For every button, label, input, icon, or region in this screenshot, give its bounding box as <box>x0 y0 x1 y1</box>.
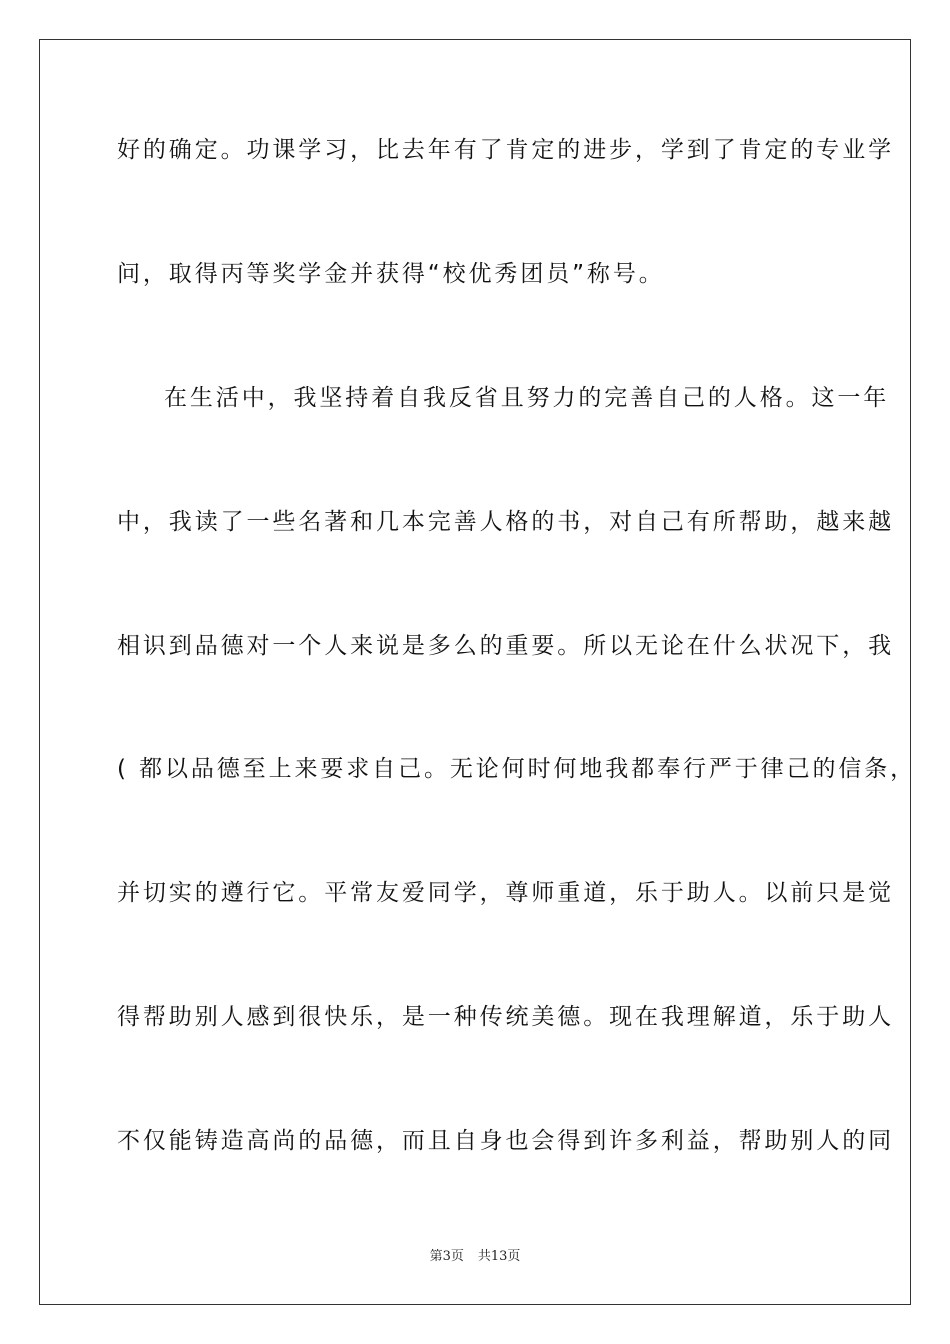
paragraph-line-6: ( 都以品德至上来要求自己。无论何时何地我都奉行严于律己的信条， <box>117 756 917 782</box>
page-footer <box>0 1248 950 1266</box>
paragraph-line-1: 好的确定。功课学习，比去年有了肯定的进步，学到了肯定的专业学 <box>117 137 894 163</box>
paragraph-line-8: 得帮助别人感到很快乐，是一种传统美德。现在我理解道，乐于助人 <box>117 1004 894 1030</box>
page-number: 第3页 <box>429 1249 464 1264</box>
total-pages: 共13页 <box>477 1249 521 1264</box>
paragraph-line-7: 并切实的遵行它。平常友爱同学，尊师重道，乐于助人。以前只是觉 <box>117 880 894 906</box>
paragraph-line-4: 中，我读了一些名著和几本完善人格的书，对自己有所帮助，越来越 <box>117 509 894 535</box>
paragraph-line-5: 相识到品德对一个人来说是多么的重要。所以无论在什么状况下，我 <box>117 633 894 659</box>
paragraph-line-9: 不仅能铸造高尚的品德，而且自身也会得到许多利益，帮助别人的同 <box>117 1128 894 1154</box>
paragraph-line-2: 问，取得丙等奖学金并获得“校优秀团员”称号。 <box>117 261 665 287</box>
page-border <box>39 39 917 1305</box>
paragraph-line-3: 在生活中，我坚持着自我反省且努力的完善自己的人格。这一年 <box>164 385 890 411</box>
